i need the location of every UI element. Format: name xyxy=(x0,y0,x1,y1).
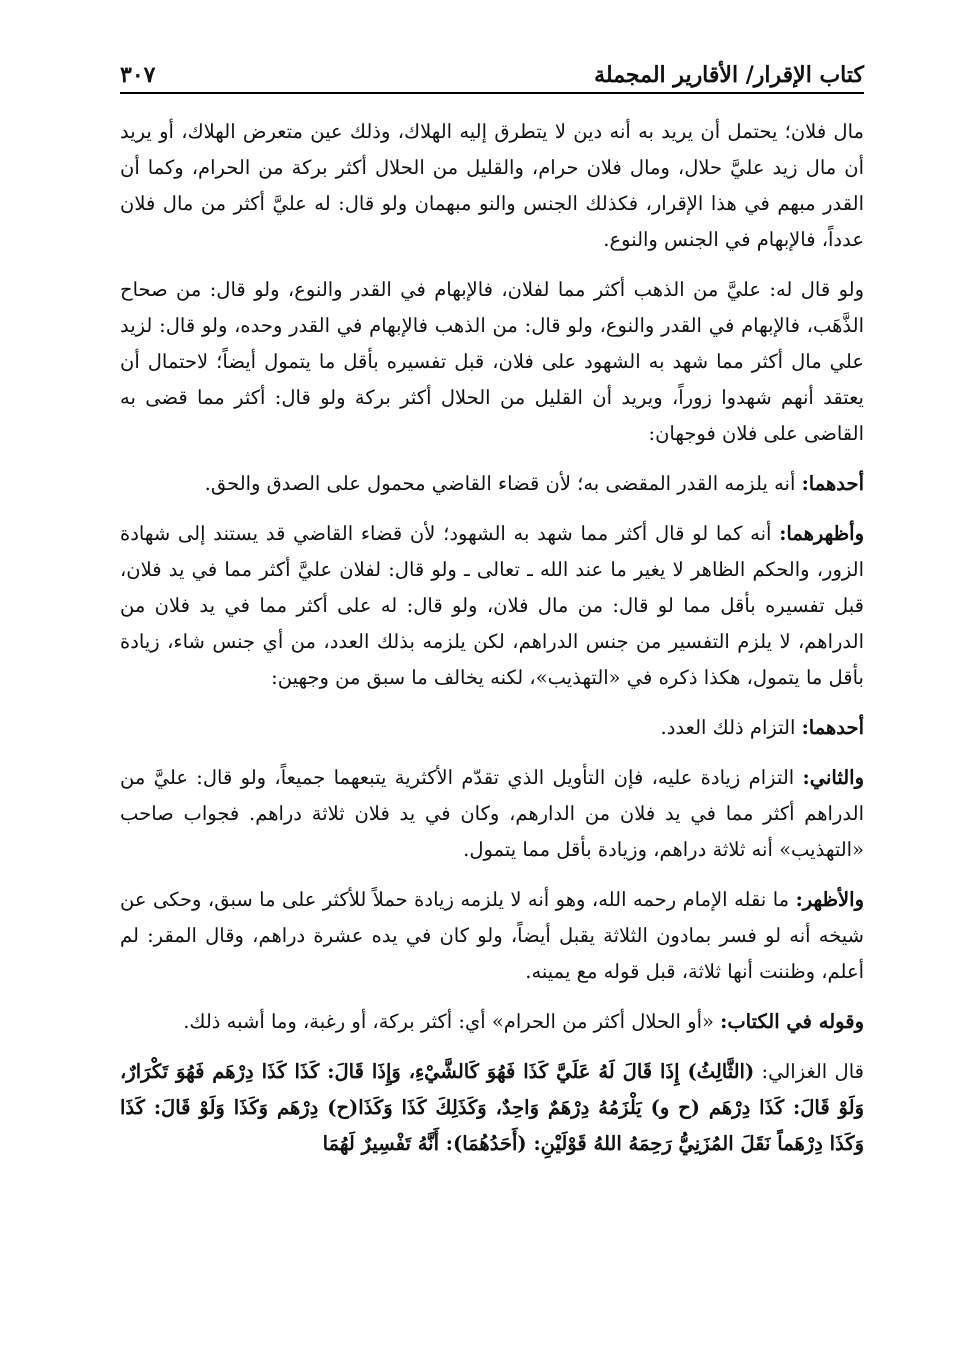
paragraph-text: أنه كما لو قال أكثر مما شهد به الشهود؛ لأن قضاء القاضي قد يستند إلى شهادة الزور، والحكم الظاهر لا يغير ما عند الله ـ تعالى ـ ولو قال: لفلان عليَّ أكثر مما في يد فلان، قبل تفسيره بأقل مما لو قال: من مال فلان، ولو قال: له على أكثر مما في يد فلان من الدراهم، لا يلزم التفسير من جنس الدراهم، لكن يلزمه بذلك العدد، من أي جنس شاء، زيادة بأقل ما يتمول، هكذا ذكره في «التهذيب»، لكنه يخالف ما سبق من وجهين: xyxy=(120,522,864,689)
paragraph-lead: أحدهما: xyxy=(801,472,864,495)
paragraph-9 xyxy=(120,1054,864,1162)
paragraph-5 xyxy=(120,710,864,746)
paragraph-text: ما نقله الإمام رحمه الله، وهو أنه لا يلزمه زيادة حملاً للأكثر على ما سبق، وحكى عن شيخه أنه لو فسر بمادون الثلاثة يقبل أيضاً، ولو كان في يده عشرة دراهم، وقال المقر: لم أعلم، وظننت أنها ثلاثة، قبل قوله مع يمينه. xyxy=(120,888,864,983)
paragraph-lead: وقوله في الكتاب: xyxy=(720,1010,864,1033)
book-page xyxy=(120,48,864,1176)
paragraph-7 xyxy=(120,882,864,990)
paragraph-text: أنه يلزمه القدر المقضى به؛ لأن قضاء القاضي محمول على الصدق والحق. xyxy=(204,472,802,495)
paragraph-lead: والثاني: xyxy=(802,766,864,789)
paragraph-text: «أو الحلال أكثر من الحرام» أي: أكثر بركة، أو رغبة، وما أشبه ذلك. xyxy=(183,1010,721,1033)
paragraph-2 xyxy=(120,272,864,452)
paragraph-lead: والأظهر: xyxy=(795,888,864,911)
ghazali-quote: (الثَّالِثُ) إِذَا قَالَ لَهُ عَلَيَّ كَذَا فَهُوَ كَالشَّيْءِ، وَإِذَا قَالَ: كَذَا كَذَا دِرْهَم فَهُوَ تَكْرَارٌ، وَلَوْ قَالَ: كَذَا دِرْهَم (ح و) يَلْزَمُهُ دِرْهَمٌ وَاحِدٌ، وَكَذَلِكَ كَذَا وَكَذَا(ح) دِرْهَم وَكَذَا وَلَوْ قَالَ: كَذَا وَكَذَا دِرْهَماً نَقَلَ المُزَنِيُّ رَحِمَهُ اللهُ قَوْلَيْنِ: (أَحَدُهُمَا): أَنَّهُ تَفْسِيرٌ لَهُمَا xyxy=(120,1060,864,1155)
quote-intro: قال الغزالي: xyxy=(754,1060,864,1083)
paragraph-text: ولو قال له: عليَّ من الذهب أكثر مما لفلان، فالإبهام في القدر والنوع، ولو قال: من صحاح الذَّهَب، فالإبهام في القدر والنوع، ولو قال: من الذهب فالإبهام في القدر وحده، ولو قال: لزيد علي مال أكثر مما شهد به الشهود على فلان، قبل تفسيره بأقل ما يتمول أيضاً؛ لاحتمال أن يعتقد أنهم شهدوا زوراً، ويريد أن القليل من الحلال أكثر بركة ولو قال: أكثر مما قضى به القاضى على فلان فوجهان: xyxy=(120,278,864,445)
page-header xyxy=(120,48,864,88)
paragraph-3 xyxy=(120,466,864,502)
paragraph-6 xyxy=(120,760,864,868)
paragraph-text: التزام زيادة عليه، فإن التأويل الذي تقدّم الأكثرية يتبعهما جميعاً، ولو قال: عليَّ من الدراهم أكثر مما في يد فلان من الدارهم، وكان في يد فلان ثلاثة دراهم. فجواب صاحب «التهذيب» أنه ثلاثة دراهم، وزيادة بأقل مما يتمول. xyxy=(120,766,864,861)
page-body xyxy=(120,114,864,1162)
paragraph-8 xyxy=(120,1004,864,1040)
running-title: كتاب الإقرار/ الأقارير المجملة xyxy=(594,62,864,88)
paragraph-text: التزام ذلك العدد. xyxy=(660,716,802,739)
paragraph-lead: وأظهرهما: xyxy=(779,522,864,545)
paragraph-text: مال فلان؛ يحتمل أن يريد به أنه دين لا يتطرق إليه الهلاك، وذلك عين متعرض الهلاك، أو يريد أن مال زيد عليَّ حلال، ومال فلان حرام، والقليل من الحلال أكثر بركة من الحرام، وكما أن القدر مبهم في هذا الإقرار، فكذلك الجنس والنو مبهمان ولو قال: له عليَّ أكثر من مال فلان عدداً، فالإبهام في الجنس والنوع. xyxy=(120,120,864,251)
paragraph-1 xyxy=(120,114,864,258)
paragraph-4 xyxy=(120,516,864,696)
paragraph-lead: أحدهما: xyxy=(801,716,864,739)
header-rule xyxy=(120,92,864,94)
page-number: ٣٠٧ xyxy=(120,62,156,88)
